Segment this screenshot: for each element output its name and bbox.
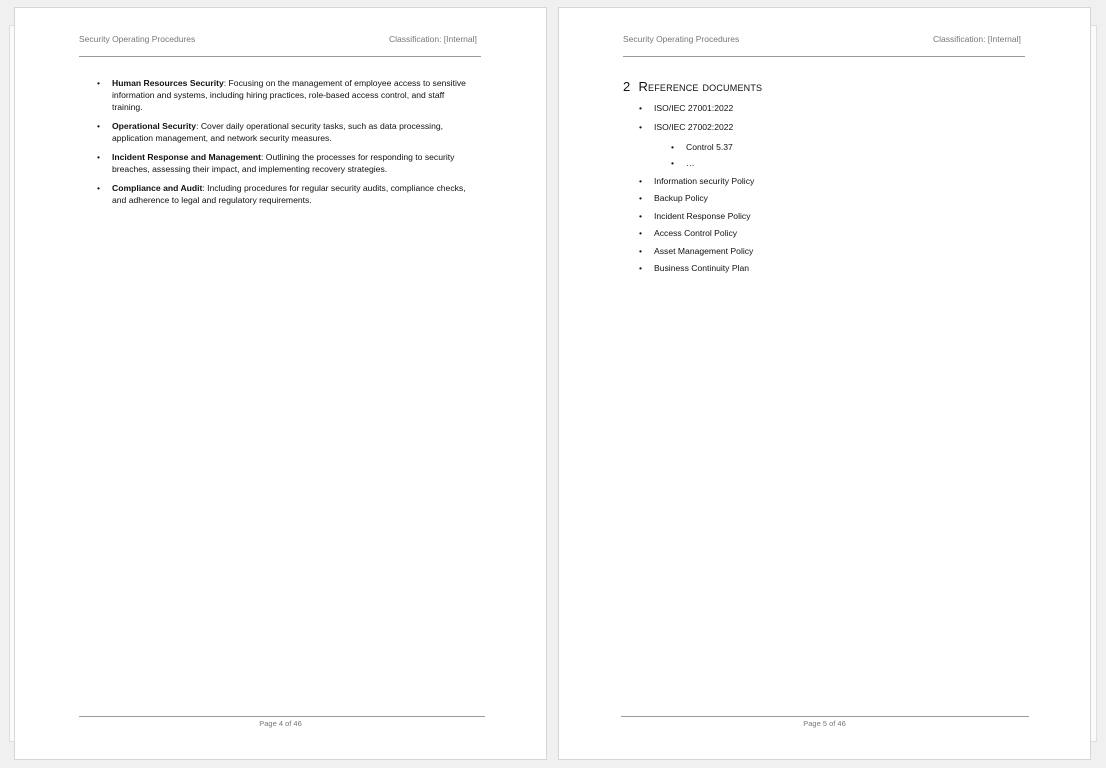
list-item: • Incident Response Policy [639,211,751,221]
list-item: • Human Resources Security: Focusing on the management of employee access to sensitive information and systems, including hiring practices, role-based access control, and staff training. [97,78,466,112]
header-title: Security Operating Procedures [623,34,740,44]
sub-list-item: • … [671,158,695,168]
page-number: Page 5 of 46 [803,719,846,728]
item-text: : Outlining the processes for responding to security breaches, assessing their impact, and implementing recovery strategies. [112,152,455,174]
item-term: Incident Response and Management [112,152,261,162]
list-item: • ISO/IEC 27001:2022 [639,103,734,113]
page-5 [558,7,1091,760]
item-term: Human Resources Security [112,78,224,88]
list-item: • ISO/IEC 27002:2022 [639,122,734,132]
header-classification: Classification: [Internal] [389,34,477,44]
item-text: : Cover daily operational security tasks, such as data processing, application management, and network security measures. [112,121,444,143]
item-text: : Including procedures for regular security audits, compliance checks, and adherence to legal and regulatory requirements. [112,183,466,205]
list-item: • Backup Policy [639,193,708,203]
page-number: Page 4 of 46 [259,719,302,728]
footer-divider [621,716,1029,717]
section-heading: 2 Reference documents [623,79,763,94]
list-item: • Compliance and Audit: Including procedures for regular security audits, compliance checks, and adherence to legal and regulatory requirements. [97,183,466,205]
header-divider [623,56,1025,57]
list-item: • Business Continuity Plan [639,263,750,273]
header-classification: Classification: [Internal] [933,34,1021,44]
sub-list-item: • Control 5.37 [671,142,733,152]
list-item: • Access Control Policy [639,228,738,238]
page-4 [14,7,547,760]
list-item: • Information security Policy [639,176,755,186]
list-item: • Incident Response and Management: Outlining the processes for responding to security breaches, assessing their impact, and implementing recovery strategies. [97,152,455,174]
item-text: : Focusing on the management of employee access to sensitive information and systems, including hiring practices, role-based access control, and staff training. [112,78,466,112]
header-divider [79,56,481,57]
list-item: • Operational Security: Cover daily operational security tasks, such as data processing, application management, and network security measures. [97,121,444,143]
header-title: Security Operating Procedures [79,34,196,44]
item-term: Compliance and Audit [112,183,203,193]
list-item: • Asset Management Policy [639,246,754,256]
footer-divider [79,716,485,717]
item-term: Operational Security [112,121,197,131]
